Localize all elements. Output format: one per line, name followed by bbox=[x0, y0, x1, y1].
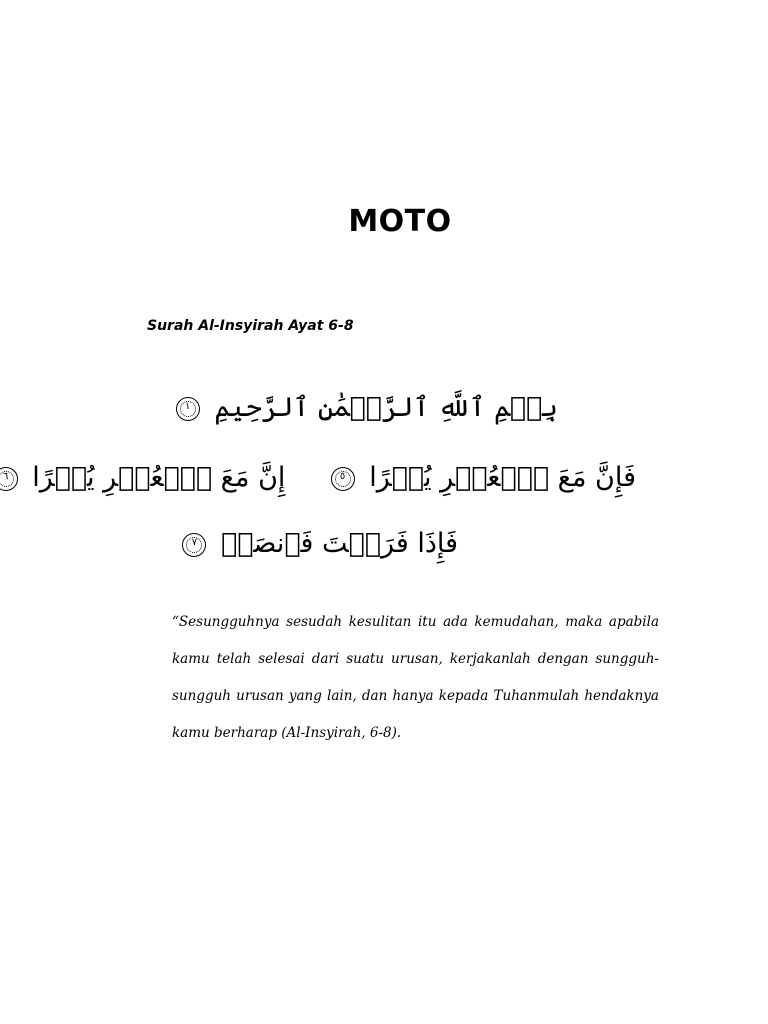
verse-text: فَإِنَّ مَعَ ٱلۡعُسۡرِ يُسۡرًا bbox=[369, 462, 636, 493]
verse-text: بِسۡمِ ٱللَّهِ ٱلرَّحۡمَٰنِ ٱلرَّحِيمِ bbox=[214, 392, 558, 423]
verse-line-ayat-7 bbox=[176, 530, 458, 557]
ayah-number-marker: ٥ bbox=[331, 467, 355, 491]
verse-text: إِنَّ مَعَ ٱلۡعُسۡرِ يُسۡرًا bbox=[32, 462, 286, 493]
ayah-number-marker: ١ bbox=[176, 397, 200, 421]
ayah-number-marker: ٧ bbox=[182, 533, 206, 557]
surah-subtitle: Surah Al-Insyirah Ayat 6-8 bbox=[147, 318, 354, 334]
verse-text: فَإِذَا فَرَغۡتَ فَٱنصَبۡ bbox=[221, 528, 458, 559]
ayah-number-marker: ٦ bbox=[0, 467, 18, 491]
verse-line-ayat-5-6 bbox=[0, 464, 636, 491]
verse-line-basmalah bbox=[170, 394, 558, 421]
translation-paragraph: “Sesungguhnya sesudah kesulitan itu ada kemudahan, maka apabila kamu telah selesai dari suatu urusan, kerjakanlah dengan sungguh-sungguh urusan yang lain, dan hanya kepada Tuhanmulah hendaknya kamu berharap (Al-Insyirah, 6-8). bbox=[172, 614, 659, 741]
page-title: MOTO bbox=[348, 204, 452, 239]
